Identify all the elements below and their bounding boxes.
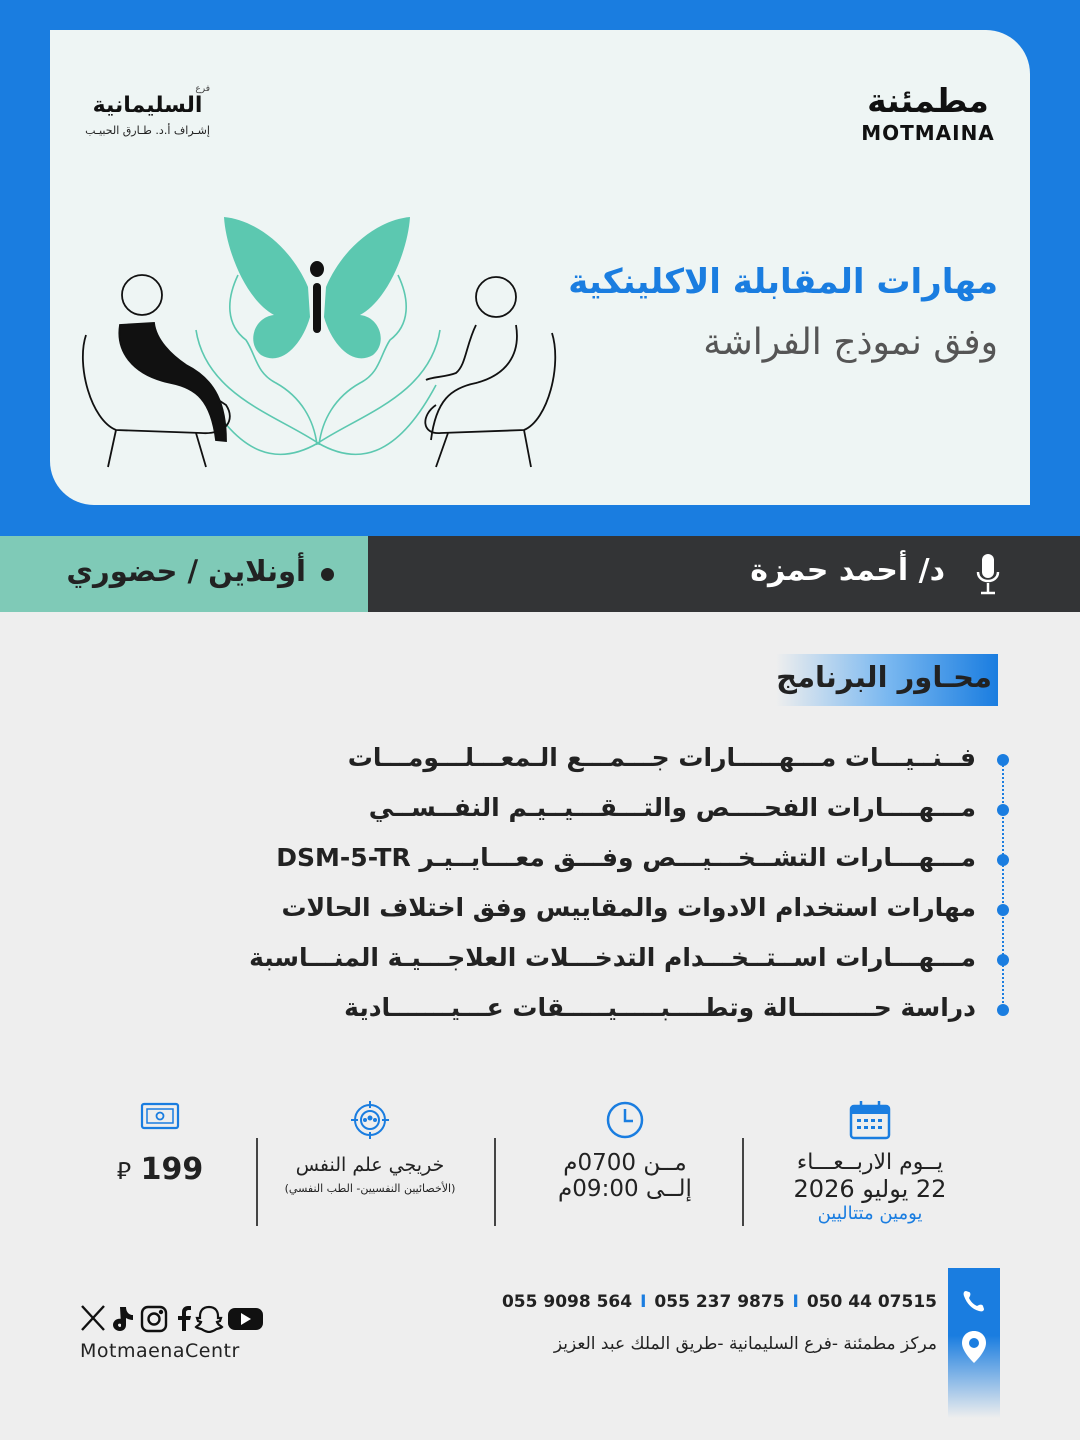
bullet-icon — [997, 904, 1009, 916]
program-title: محـاور البرنامج — [776, 660, 992, 694]
tiktok-icon — [113, 1307, 133, 1331]
price-detail — [100, 1100, 220, 1245]
list-item: فــنــيـــات مـــهـــــارات جـــمـــع الـمعـــلـــومـــات — [304, 740, 1004, 790]
branch-name: السليمانية — [92, 93, 203, 118]
brand-name-ar: مطمئنة — [867, 81, 989, 120]
brand-name-en: MOTMAINA — [861, 120, 995, 145]
phone-numbers: 055 9098 564 I 055 237 9875 I 050 44 07515 — [501, 1292, 937, 1312]
mode-dot-icon — [321, 568, 334, 581]
calendar-icon — [849, 1100, 891, 1140]
speaker-name: د/ أحمد حمزة — [750, 553, 945, 588]
details-row — [0, 1100, 1080, 1245]
hero-title: مهارات المقابلة الاكلينكية — [568, 262, 998, 302]
facebook-icon — [178, 1306, 191, 1331]
bullet-icon — [997, 854, 1009, 866]
youtube-icon — [228, 1308, 263, 1330]
topics-list — [249, 740, 1004, 1040]
location-pin-icon — [961, 1330, 987, 1364]
separator — [256, 1138, 258, 1226]
list-item: دراسة حـــــــــالة وتطــــبـــــيـــــقات عـــيـــــــادية — [304, 990, 1004, 1040]
date-value: 22 يوليو 2026 — [793, 1175, 947, 1203]
money-bill-icon — [140, 1100, 180, 1132]
branch-supervisor: إشـراف أ.د. طـارق الحبيـب — [85, 124, 210, 138]
separator — [494, 1138, 496, 1226]
audience-detail — [260, 1100, 480, 1245]
clock-icon — [605, 1100, 645, 1140]
currency-symbol: ⃁ — [116, 1157, 132, 1185]
phone-number[interactable]: 050 44 07515 — [806, 1292, 937, 1312]
motmaina-logo — [858, 81, 998, 145]
date-day: يــوم الاربــعـــاء — [796, 1150, 944, 1175]
bullet-icon — [997, 754, 1009, 766]
price — [100, 1152, 220, 1187]
branch-prefix: فرع — [195, 84, 210, 94]
right-person-icon — [425, 277, 555, 467]
x-icon — [82, 1306, 104, 1330]
info-bar — [0, 536, 1080, 612]
list-item: مـــهــــارات الفحــــص والتـــقـــيــيـم النفــســي — [304, 790, 1004, 840]
hero-subtitle: وفق نموذج الفراشة — [703, 322, 998, 363]
audience-sub: (الأخصائيين النفسيين- الطب النفسي) — [284, 1182, 456, 1195]
mode-label: أونلاين / حضوري — [66, 554, 306, 588]
bullet-icon — [997, 1004, 1009, 1016]
left-person-icon — [83, 275, 230, 467]
butterfly-icon — [196, 217, 440, 454]
date-detail — [770, 1100, 970, 1245]
mode-panel — [0, 536, 368, 612]
phone-icon — [961, 1288, 987, 1314]
branch-logo — [80, 84, 215, 137]
social-handle[interactable]: MotmaenaCentr — [80, 1340, 240, 1362]
social-icons — [80, 1303, 265, 1333]
separator — [742, 1138, 744, 1226]
list-item: مهارات استخدام الادوات والمقاييس وفق اختلاف الحالات — [304, 890, 1004, 940]
contact-strip — [948, 1268, 1000, 1418]
snapchat-icon — [196, 1307, 222, 1332]
list-item: مـــهـــارات التشــخـــيـــص وفـــق معـــايــيـر DSM-5-TR — [304, 840, 1004, 890]
time-detail — [540, 1100, 710, 1245]
program-title-badge — [776, 654, 998, 706]
bullet-icon — [997, 954, 1009, 966]
address: مركز مطمئنة -فرع السليمانية -طريق الملك عبد العزيز — [553, 1334, 937, 1354]
microphone-icon — [976, 552, 1000, 596]
time-from: مــن 0700م — [563, 1150, 687, 1176]
contact-section — [0, 1268, 1080, 1440]
speaker-panel — [368, 536, 1080, 612]
price-amount: 199 — [140, 1152, 204, 1187]
bullet-icon — [997, 804, 1009, 816]
date-note: يومين متتاليين — [817, 1203, 923, 1224]
list-item: مـــهـــارات اســتــخـــدام التدخـــلات العلاجـــيـة المنـــاسبة — [304, 940, 1004, 990]
instagram-icon — [142, 1307, 166, 1331]
phone-number[interactable]: 055 237 9875 — [654, 1292, 785, 1312]
phone-number[interactable]: 055 9098 564 — [501, 1292, 633, 1312]
time-to: إلــى 09:00م — [558, 1176, 692, 1202]
butterfly-interview-illustration — [76, 205, 566, 480]
audience-main: خريجي علم النفس — [295, 1154, 445, 1176]
target-audience-icon — [350, 1100, 390, 1140]
